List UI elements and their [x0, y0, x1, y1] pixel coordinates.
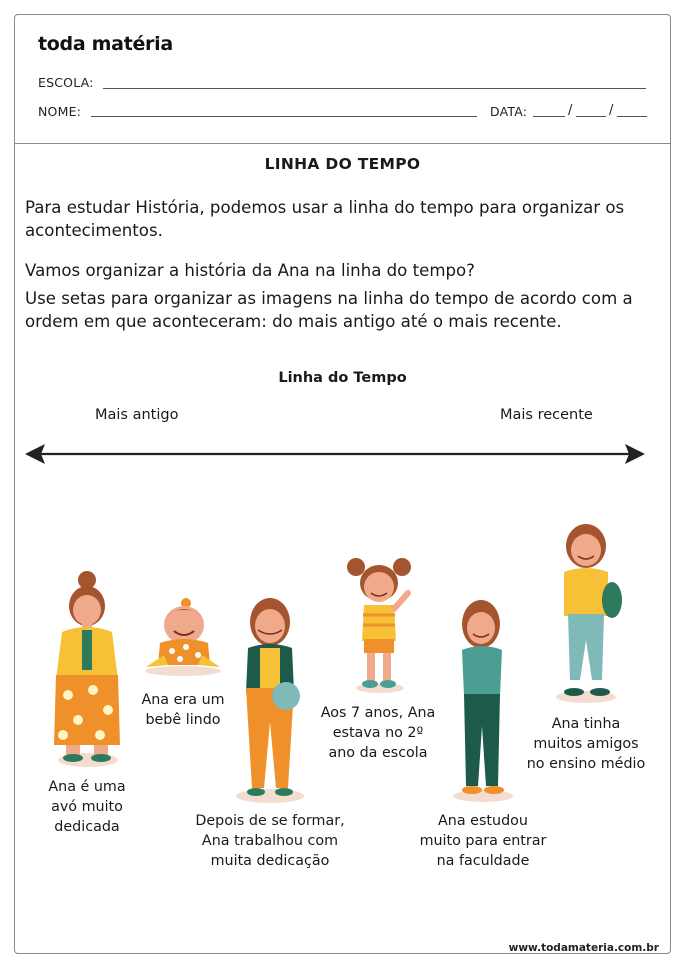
caption-line: Ana é uma — [48, 779, 126, 795]
caption-line: muitos amigos — [533, 736, 639, 752]
date-year-field[interactable] — [617, 116, 647, 117]
caption-line: Ana era um — [141, 692, 225, 708]
child-illustration[interactable] — [342, 553, 418, 693]
caption-line: muito para entrar — [419, 833, 547, 849]
date-month-field[interactable] — [576, 116, 606, 117]
school-field[interactable] — [103, 88, 646, 89]
date-separator: / — [609, 103, 614, 118]
page-title: LINHA DO TEMPO — [264, 155, 421, 173]
caption-teen — [518, 714, 654, 774]
teen-illustration[interactable] — [552, 520, 624, 704]
school-label: ESCOLA: — [38, 75, 94, 90]
baby-illustration[interactable] — [140, 595, 226, 677]
name-field[interactable] — [91, 116, 477, 117]
caption-baby — [133, 690, 233, 730]
timeline-title: Linha do Tempo — [278, 370, 407, 386]
date-label: DATA: — [490, 104, 528, 119]
worker-illustration[interactable] — [230, 592, 310, 804]
header — [15, 15, 670, 144]
timeline-double-arrow — [25, 430, 647, 478]
caption-line: avó muito — [51, 799, 123, 815]
caption-line: Depois de se formar, — [195, 813, 345, 829]
caption-grandma — [37, 777, 137, 837]
footer-url[interactable]: www.todamateria.com.br — [508, 942, 659, 954]
caption-line: ano da escola — [328, 745, 428, 761]
student-illustration[interactable] — [446, 596, 520, 804]
caption-line: Ana estudou — [438, 813, 528, 829]
instruction-3: Use setas para organizar as imagens na linha do tempo de acordo com a ordem em que aconteceram: do mais antigo até o mais recente. — [25, 289, 633, 331]
date-separator: / — [568, 103, 573, 118]
caption-student — [413, 811, 553, 871]
caption-line: bebê lindo — [145, 712, 221, 728]
caption-line: estava no 2º — [332, 725, 424, 741]
brand-logo: toda matéria — [38, 33, 173, 55]
caption-line: na faculdade — [436, 853, 530, 869]
caption-line: no ensino médio — [526, 756, 646, 772]
instruction-2: Vamos organizar a história da Ana na linha do tempo? — [25, 261, 475, 280]
date-day-field[interactable] — [533, 116, 565, 117]
caption-line: Ana tinha — [551, 716, 621, 732]
name-label: NOME: — [38, 104, 82, 119]
timeline-right-label: Mais recente — [500, 407, 593, 423]
caption-line: Ana trabalhou com — [201, 833, 339, 849]
caption-line: dedicada — [54, 819, 120, 835]
caption-line: Aos 7 anos, Ana — [320, 705, 436, 721]
caption-child — [312, 703, 444, 763]
instruction-1: Para estudar História, podemos usar a linha do tempo para organizar os acontecimentos. — [25, 198, 625, 240]
timeline-left-label: Mais antigo — [95, 407, 179, 423]
caption-worker — [180, 811, 360, 871]
caption-line: muita dedicação — [210, 853, 330, 869]
grandma-illustration[interactable] — [48, 570, 128, 770]
